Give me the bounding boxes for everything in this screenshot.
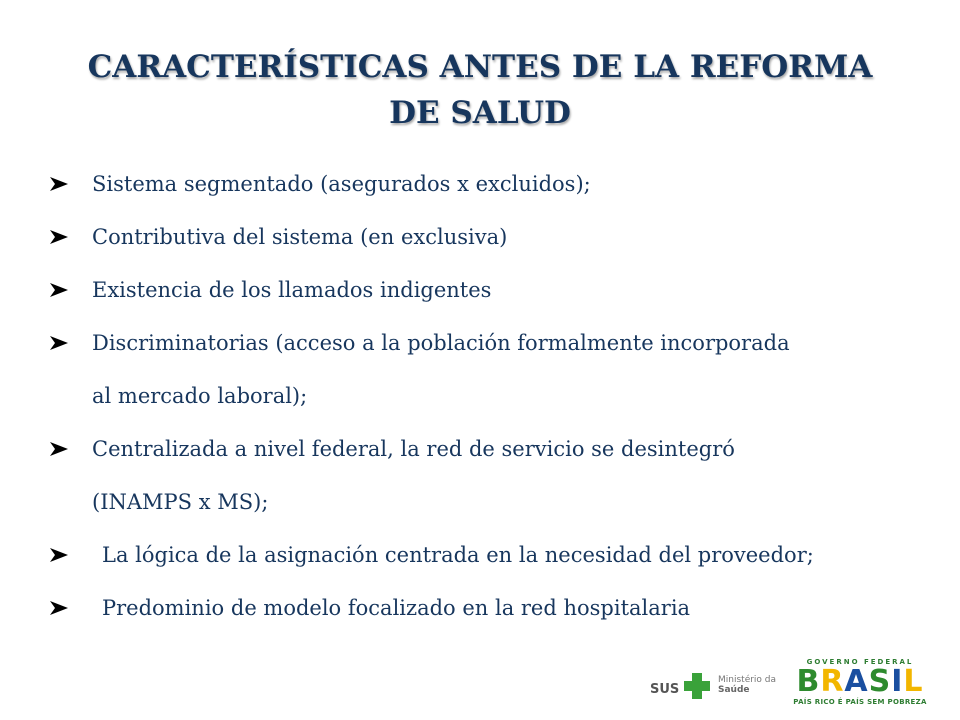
bullet-item (48, 264, 928, 317)
bullet-text-continuation: (INAMPS x MS); (92, 490, 269, 514)
brasil-letter: I (891, 664, 904, 699)
bullet-text-continuation: al mercado laboral); (92, 384, 308, 408)
brasil-logo (780, 658, 940, 710)
bullet-item (48, 158, 928, 211)
bullet-list (48, 158, 928, 635)
arrow-bullet-icon (48, 529, 74, 582)
slogan: PAÍS RICO É PAÍS SEM POBREZA (793, 698, 927, 706)
governo-federal-label: GOVERNO FEDERAL (806, 658, 914, 666)
arrow-bullet-icon (48, 264, 74, 317)
bullet-item (48, 423, 928, 529)
slide-title: CARACTERÍSTICAS ANTES DE LA REFORMA DE SALUD (87, 49, 873, 131)
bullet-text: Sistema segmentado (asegurados x excluidos); (92, 172, 591, 196)
arrow-bullet-icon (48, 158, 74, 211)
arrow-bullet-icon (48, 211, 74, 264)
footer-logos (650, 658, 950, 714)
bullet-item (48, 211, 928, 264)
brasil-letter: B (796, 664, 821, 699)
arrow-bullet-icon (48, 317, 74, 370)
bullet-text: Predominio de modelo focalizado en la red hospitalaria (102, 596, 691, 620)
ministerio-logo (718, 675, 776, 695)
brasil-letter: L (903, 664, 924, 699)
arrow-bullet-icon (48, 423, 74, 476)
bullet-item (48, 582, 928, 635)
ministerio-line-1: Ministério da (718, 675, 777, 685)
bullet-item (48, 317, 928, 423)
brasil-letter: S (868, 664, 892, 699)
plus-icon (684, 673, 710, 699)
brasil-letter: A (844, 664, 869, 699)
bullet-text: Centralizada a nivel federal, la red de servicio se desintegró (92, 437, 735, 461)
brasil-letter: R (820, 664, 845, 699)
bullet-text: La lógica de la asignación centrada en la necesidad del proveedor; (102, 543, 814, 567)
bullet-text: Contributiva del sistema (en exclusiva) (92, 225, 508, 249)
bullet-text: Discriminatorias (acceso a la población formalmente incorporada (92, 331, 790, 355)
arrow-bullet-icon (48, 582, 74, 635)
bullet-item (48, 529, 928, 582)
sus-logo-label: SUS (650, 682, 680, 697)
ministerio-line-2: Saúde (718, 685, 750, 695)
brasil-wordmark (780, 666, 940, 698)
bullet-text: Existencia de los llamados indigentes (92, 278, 492, 302)
